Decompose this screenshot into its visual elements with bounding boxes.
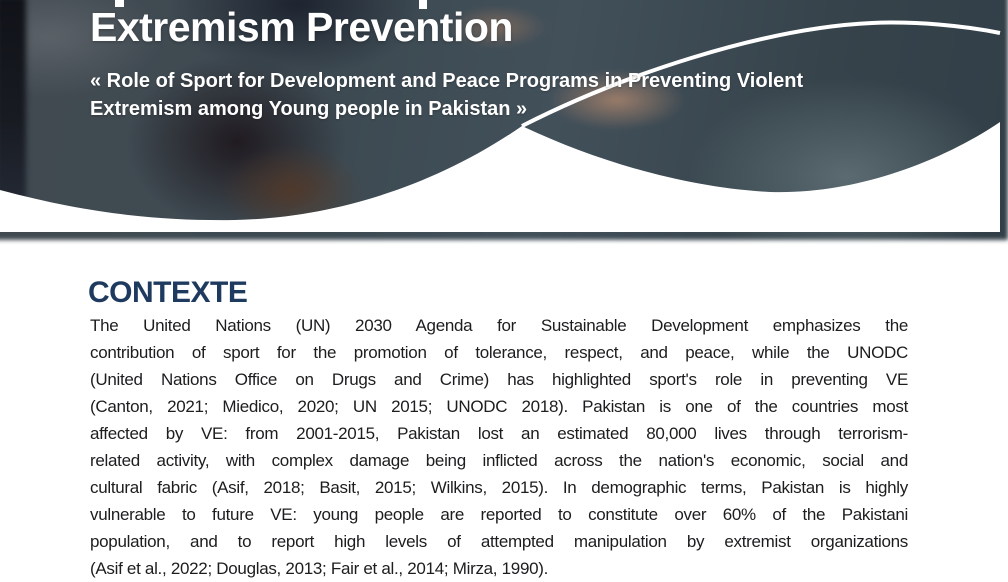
section-heading: CONTEXTE xyxy=(88,276,248,309)
hero-text-block xyxy=(90,0,920,123)
paragraph-line-clipped: (Asif et al., 2022; Douglas, 2013; Fair et al., 2014; Mirza, 1990). xyxy=(90,559,549,578)
paragraph-line: (Canton, 2021; Miedico, 2020; UN 2015; UNODC 2018). Pakistan is one of the countries most xyxy=(90,397,908,416)
hero-subtitle xyxy=(90,67,920,123)
paragraph-line: affected by VE: from 2001-2015, Pakistan lost an estimated 80,000 lives through terrorism- xyxy=(90,424,908,443)
wave-mask-shape xyxy=(0,122,1000,232)
paragraph-line: cultural fabric (Asif, 2018; Basit, 2015; Wilkins, 2015). In demographic terms, Pakistan is highly xyxy=(90,478,908,497)
paragraph-line: vulnerable to future VE: young people are reported to constitute over 60% of the Pakistani xyxy=(90,505,908,524)
hero-subtitle-line2: Extremism among Young people in Pakistan » xyxy=(90,98,528,120)
paragraph-line: contribution of sport for the promotion of tolerance, respect, and peace, while the UNODC xyxy=(90,343,908,362)
hero-title: Extremism Prevention xyxy=(90,4,513,50)
paragraph-line: population, and to report high levels of attempted manipulation by extremist organizations xyxy=(90,532,908,551)
paragraph-line: related activity, with complex damage being inflicted across the nation's economic, social and xyxy=(90,451,908,470)
body-paragraph xyxy=(90,312,908,582)
hero-subtitle-line1: « Role of Sport for Development and Peace Programs in Preventing Violent xyxy=(90,70,804,92)
paragraph-line: The United Nations (UN) 2030 Agenda for Sustainable Development emphasizes the xyxy=(90,316,908,335)
hero-banner xyxy=(0,0,1000,232)
paragraph-line: (United Nations Office on Drugs and Crime) has highlighted sport's role in preventing VE xyxy=(90,370,908,389)
